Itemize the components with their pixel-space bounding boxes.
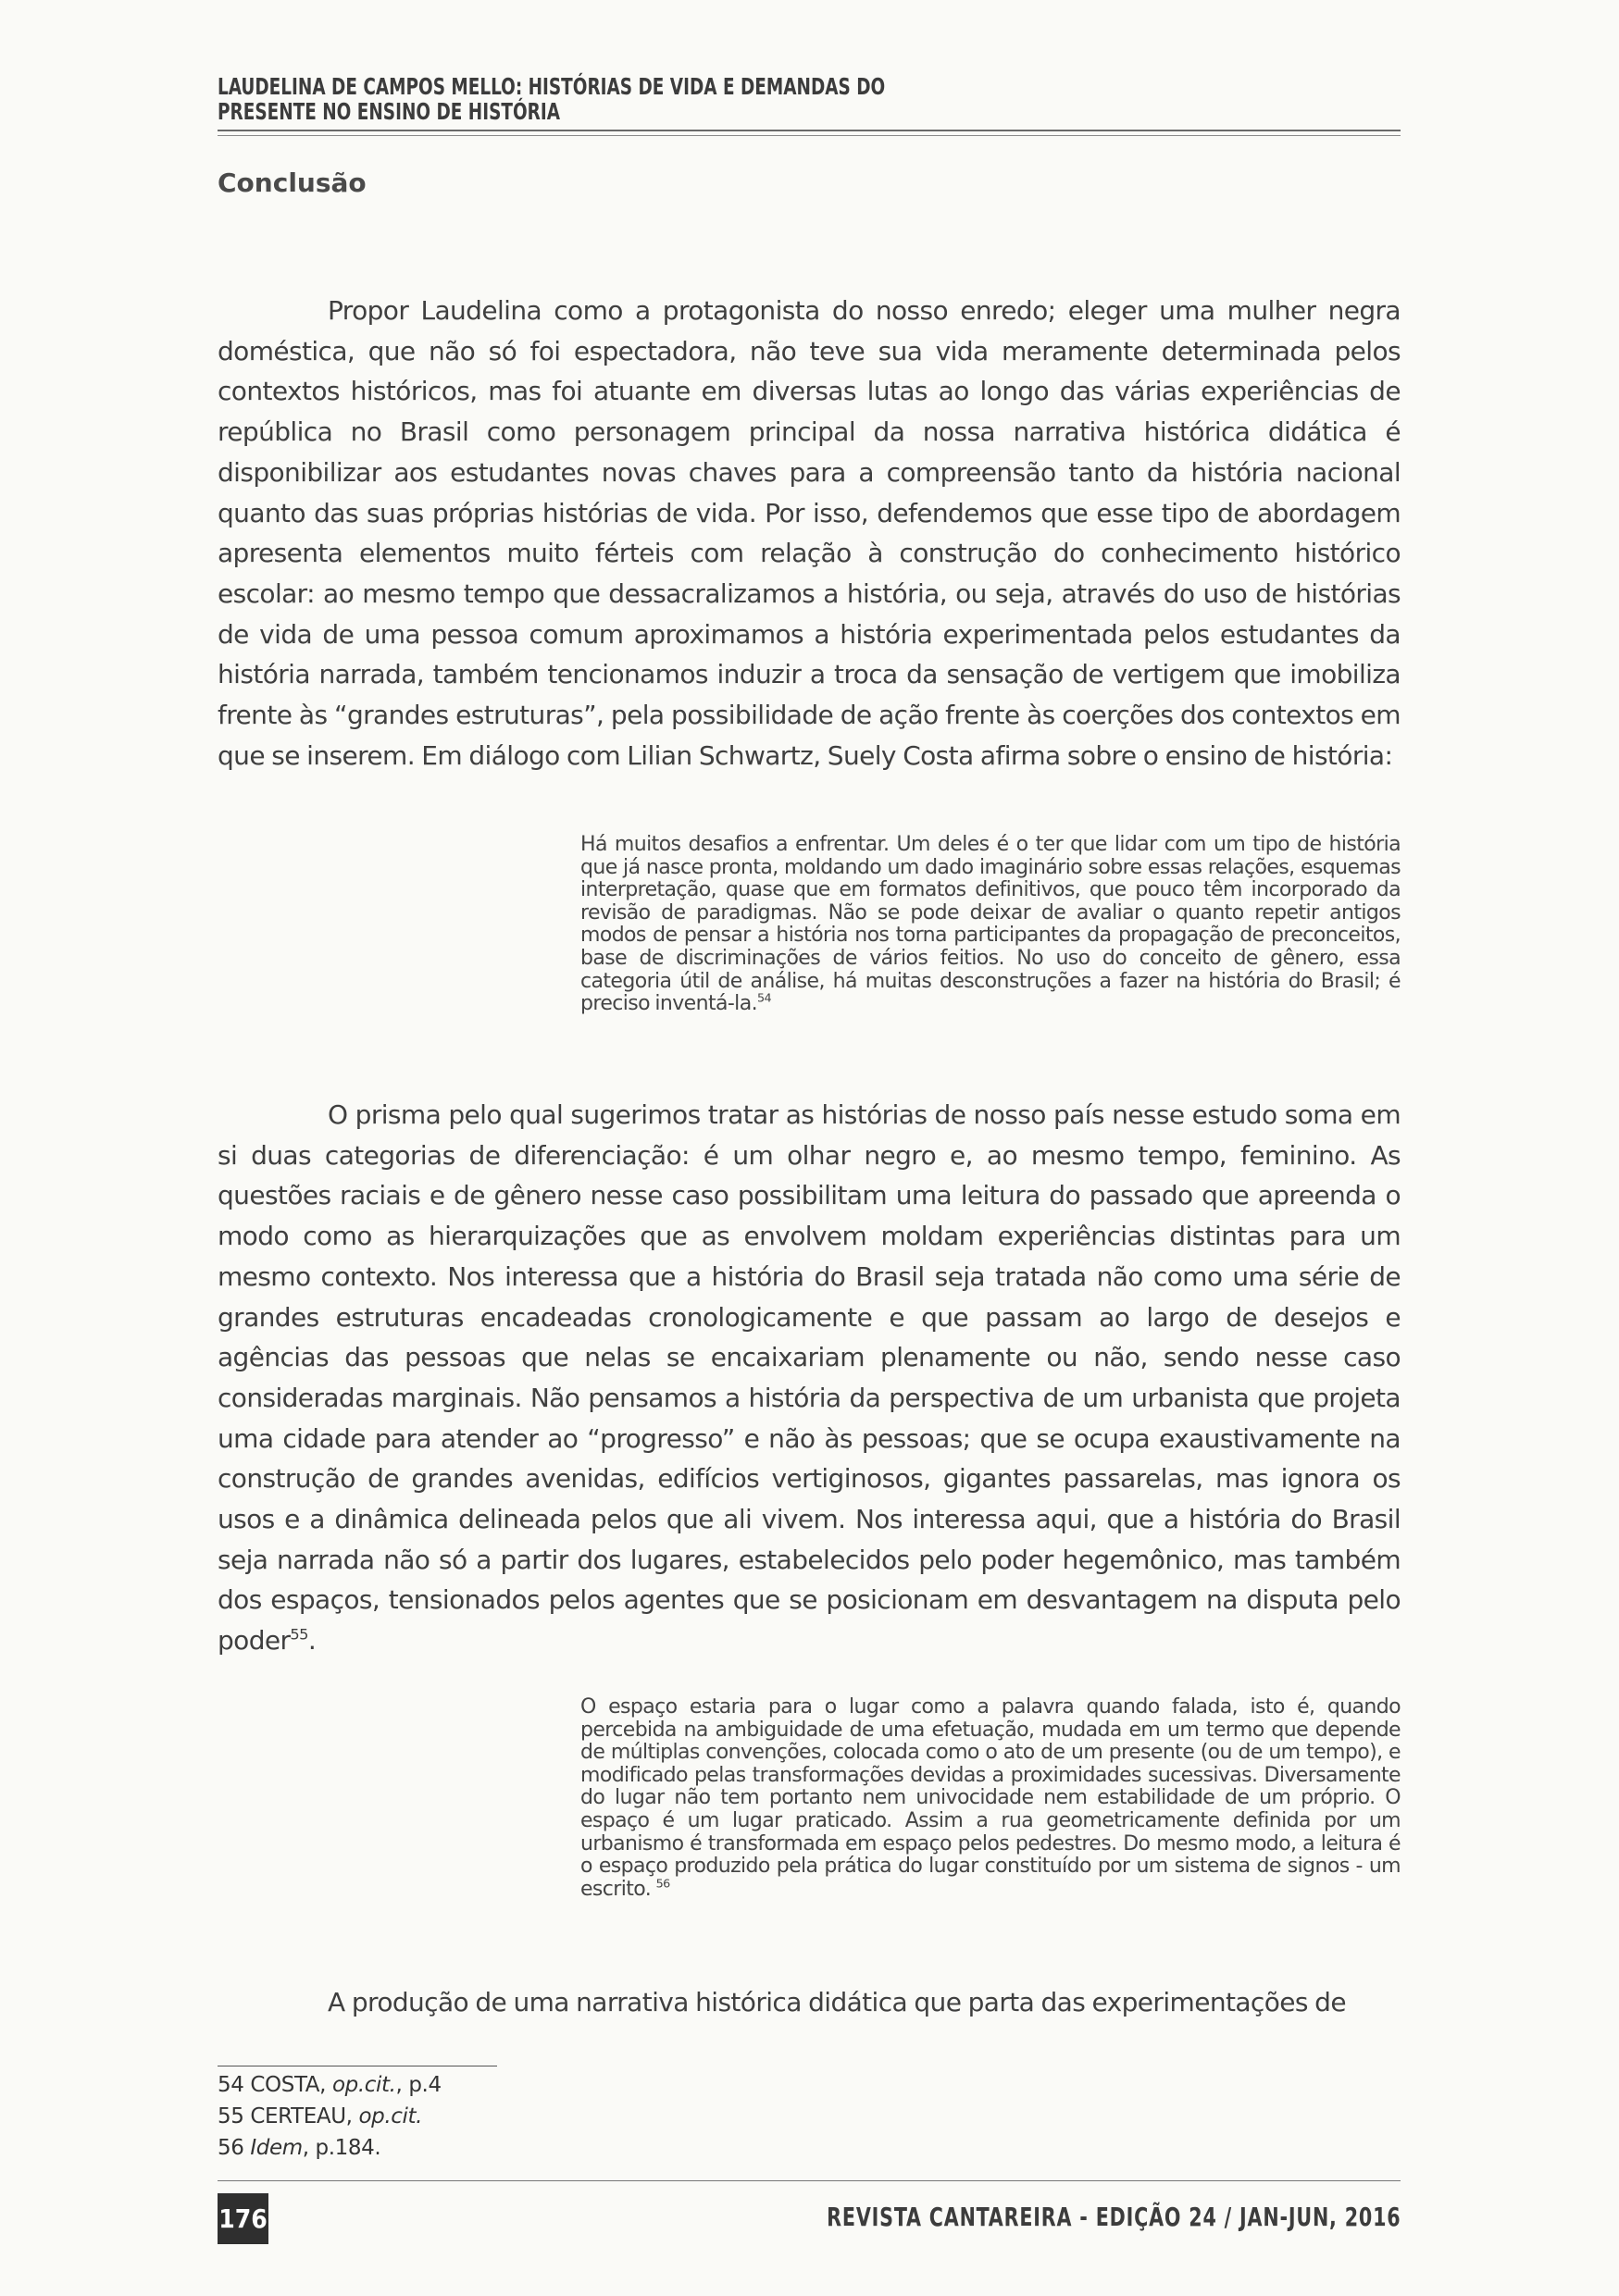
paragraph-1-text: Propor Laudelina como a protagonista do nosso enredo; eleger uma mulher negra doméstica, que não só foi espectadora, não teve sua vida meramente determinada pelos contextos históricos, mas foi atuante em diversas lutas ao longo das várias experiências de república no Brasil como personagem principal da nossa narrativa histórica didática é disponibilizar aos estudantes novas chaves para a compreensão tanto da história nacional quanto das suas próprias histórias de vida. Por isso, defendemos que esse tipo de abordagem apresenta elementos muito férteis com relação à construção do conhecimento histórico escolar: ao mesmo tempo que dessacralizamos a história, ou seja, através do uso de histórias de vida de uma pessoa comum aproximamos a história experimentada pelos estudantes da história narrada, também tencionamos induzir a troca da sensação de vertigem que imobiliza frente às “grandes estruturas”, pela possibilidade de ação frente às coerções dos contextos em que se inserem. Em diálogo com Lilian Schwartz, Suely Costa afirma sobre o ensino de história: (218, 295, 1401, 771)
footnote-ref-55[interactable]: 55 (290, 1625, 308, 1644)
footnote-54: 54 COSTA, op.cit., p.4 (218, 2073, 442, 2097)
block-quote-2 (580, 1696, 1401, 1901)
running-header: LAUDELINA DE CAMPOS MELLO: HISTÓRIAS DE VIDA E DEMANDAS DO PRESENTE NO ENSINO DE HISTÓRIA (218, 73, 886, 125)
paragraph-3 (218, 1982, 1401, 2023)
section-title: Conclusão (218, 168, 367, 198)
header-rule (218, 130, 1401, 131)
footnote-ref-56[interactable]: 56 (655, 1877, 670, 1892)
footnote-55: 55 CERTEAU, op.cit. (218, 2104, 423, 2128)
document-page (218, 0, 1401, 2296)
paragraph-3-text: A produção de uma narrativa histórica didática que parta das experimentações de (328, 1987, 1346, 2017)
block-quote-1-text: Há muitos desafios a enfrentar. Um deles é o ter que lidar com um tipo de história que já nasce pronta, moldando um dado imaginário sobre essas relações, esquemas interpretação, quase que em formatos definitivos, que pouco têm incorporado da revisão de paradigmas. Não se pode deixar de avaliar o quanto repetir antigos modos de pensar a história nos torna participantes da propagação de preconceitos, base de discriminações de vários feitios. No uso do conceito de gênero, essa categoria útil de análise, há muitas desconstruções a fazer na história do Brasil; é preciso inventá-la. (580, 833, 1401, 1016)
footnotes (218, 2069, 442, 2164)
paragraph-2-text: O prisma pelo qual sugerimos tratar as histórias de nosso país nesse estudo soma em si duas categorias de diferenciação: é um olhar negro e, ao mesmo tempo, feminino. As questões raciais e de gênero nesse caso possibilitam uma leitura do passado que apreenda o modo como as hierarquizações que as envolvem moldam experiências distintas para um mesmo contexto. Nos interessa que a história do Brasil seja tratada não como uma série de grandes estruturas encadeadas cronologicamente e que passam ao largo de desejos e agências das pessoas que nelas se encaixariam plenamente ou não, sendo nesse caso consideradas marginais. Não pensamos a história da perspectiva de um urbanista que projeta uma cidade para atender ao “progresso” e não às pessoas; que se ocupa exaustivamente na construção de grandes avenidas, edifícios vertiginosos, gigantes passarelas, mas ignora os usos e a dinâmica delineada pelos que ali vivem. Nos interessa aqui, que a história do Brasil seja narrada não só a partir dos lugares, estabelecidos pelo poder hegemônico, mas também dos espaços, tensionados pelos agentes que se posicionam em desvantagem na disputa pelo poder (218, 1099, 1401, 1657)
page-number: 176 (218, 2193, 268, 2244)
footnote-56: 56 Idem, p.184. (218, 2136, 381, 2160)
journal-footer: REVISTA CANTAREIRA - EDIÇÃO 24 / JAN-JUN, 2016 (826, 2202, 1401, 2232)
footer-rule (218, 2180, 1401, 2181)
paragraph-2: O prisma pelo qual sugerimos tratar as histórias de nosso país nesse estudo soma em si duas categorias de diferenciação: é um olhar negro e, ao mesmo tempo, feminino. As questões raciais e de gênero nesse caso possibilitam uma leitura do passado que apreenda o modo como as hierarquizações que as envolvem moldam experiências distintas para um mesmo contexto. Nos interessa que a história do Brasil seja tratada não como uma série de grandes estruturas encadeadas cronologicamente e que passam ao largo de desejos e agências das pessoas que nelas se encaixariam plenamente ou não, sendo nesse caso consideradas marginais. Não pensamos a história da perspectiva de um urbanista que projeta uma cidade para atender ao “progresso” e não às pessoas; que se ocupa exaustivamente na construção de grandes avenidas, edifícios vertiginosos, gigantes passarelas, mas ignora os usos e a dinâmica delineada pelos que ali vivem. Nos interessa aqui, que a história do Brasil seja narrada não só a partir dos lugares, estabelecidos pelo poder hegemônico, mas também dos espaços, tensionados pelos agentes que se posicionam em desvantagem na disputa pelo poder$^{55}$. (218, 1099, 1401, 1657)
footnote-ref-54[interactable]: 54 (756, 991, 772, 1006)
block-quote-1 (580, 834, 1401, 1016)
block-quote-2-text: O espaço estaria para o lugar como a palavra quando falada, isto é, quando percebida na ambiguidade de uma efetuação, mudada em um termo que depende de múltiplas convenções, colocada como o ato de um presente (ou de um tempo), e modificado pelas transformações devidas a proximidades sucessivas. Diversamente do lugar não tem portanto nem univocidade nem estabilidade de um próprio. O espaço é um lugar praticado. Assim a rua geometricamente definida por um urbanismo é transformada em espaço pelos pedestres. Do mesmo modo, a leitura é o espaço produzido pela prática do lugar constituído por um sistema de signos - um escrito. (580, 1695, 1401, 1901)
header-rule-thin (218, 135, 1401, 136)
paragraph-1 (218, 291, 1401, 776)
